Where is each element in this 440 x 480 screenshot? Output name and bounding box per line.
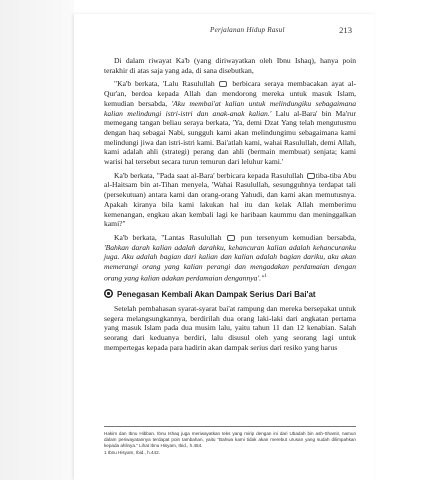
section-heading-text: Penegasan Kembali Akan Dampak Serius Dari Bai'at <box>117 290 316 299</box>
paragraph-4 <box>104 233 356 283</box>
paragraph-4-part-2: pun tersenyum kemudian bersabda, <box>240 232 357 242</box>
footnote-ref: 1 <box>264 273 267 279</box>
saw-honorific-icon <box>227 235 235 241</box>
paragraph-2-part-3: Lalu al-Bara' bin Ma'rur memegang tangan beliau seraya berkata, 'Ya, demi Dzat Yang telah mengutusmu dengan haq sebagai Nabi, sungguh kami akan melindungimu sebagaimana kami melindungi jiwa dan istri-istri kami. Bai'atlah kami, wahai Rasulullah, demi Allah, kami adalah ahli (strategi) perang dan ahli (bermain membuat) senjata; kami warisi hal tersebut secara turun temurun dari leluhur kami.' <box>104 108 356 167</box>
paragraph-3-part-2: tiba-tiba Abu al-Haitsam bin at-Tihan menyela, 'Wahai Rasulullah, sesungguhnya terdapat tali (persekutuan) antara kami dan orang-orang Yahudi, dan kami akan memutusnya. Apakah kiranya bila kami lakukan hal itu dan kelak Allah memberimu kemenangan, engkau akan kembali lagi ke haribaan kaummu dan meninggalkan kami?" <box>104 170 356 229</box>
saw-honorific-icon <box>219 81 227 87</box>
book-page <box>74 14 374 480</box>
footnote-2: 1 Ibnu Hisyam, Ibid., h.442. <box>104 449 160 455</box>
footnotes <box>104 431 356 456</box>
paragraph-2 <box>104 79 356 166</box>
paragraph-4-part-1: Ka'b berkata, "Lantas Rasulullah <box>114 232 222 242</box>
paragraph-3 <box>104 171 356 229</box>
section-heading <box>104 289 356 300</box>
paragraph-1: Di dalam riwayat Ka'b (yang diriwayatkan oleh Ibnu Ishaq), hanya poin terakhir di atas saja yang ada, di sana disebutkan, <box>104 56 356 75</box>
paragraph-2-quote: 'Aku membai'at kalian untuk melindungiku sebagaimana kalian melindungi istri-istri dan anak-anak kalian.' <box>104 98 356 118</box>
page-body <box>104 50 356 357</box>
running-title: Perjalanan Hidup Rasul <box>210 26 285 34</box>
paragraph-2-part-2: berbicara seraya membacakan ayat al-Qur'an, berdoa kepada Allah dan mendorong mereka untuk masuk Islam, kemudian bersabda, <box>104 79 356 108</box>
paragraph-4-quote: 'Bahkan darah kalian adalah darahku, kehancuran kalian adalah kehancuranku juga. Aku adalah bagian dari kalian dan kalian adalah bagian dariku, aku akan memerangi orang yang kalian perangi dan mengadakan perdamaian dengan orang yang kalian adakan perdamaian dengannya'." <box>104 242 356 283</box>
page-gutter <box>0 0 74 480</box>
paragraph-3-part-1: Ka'b berkata, "Pada saat al-Bara' berbicara kepada Rasulullah <box>114 170 304 180</box>
page-header <box>104 26 352 40</box>
closing-paragraph: Setelah pembahasan syarat-syarat bai'at rampung dan mereka bersepakat untuk segera melangsungkannya, berdirilah dua orang laki-laki dari angkatan pertama yang masuk Islam pada dua musim lalu, yaitu tahun 11 dan 12 kenabian. Salah seorang dari keduanya berdiri, lalu disusul oleh yang seorang lagi untuk mempertegas kepada para hadirin akan dampak serius dari resiko yang harus <box>104 304 356 352</box>
saw-honorific-icon <box>307 173 315 179</box>
footnote-1: Hakim dan Ibnu Hibban. Ibnu Ishaq juga meriwayatkan teks yang mirip dengan ini dari Ubadah bin ash-Shamit, namun dalam periwayatannya terdapat poin tambahan, yaitu "Bahwa kami tidak akan merebut urusan yang sudah dilimpahkan kepada ahlinya." Lihat Ibnu Hisyam, Ibid., h.454. <box>104 431 356 449</box>
footnote-divider <box>104 426 356 427</box>
paragraph-2-part-1: "Ka'b berkata, 'Lalu Rasulullah <box>114 79 215 89</box>
page-number: 213 <box>339 25 352 35</box>
section-bullet-icon <box>104 289 113 298</box>
